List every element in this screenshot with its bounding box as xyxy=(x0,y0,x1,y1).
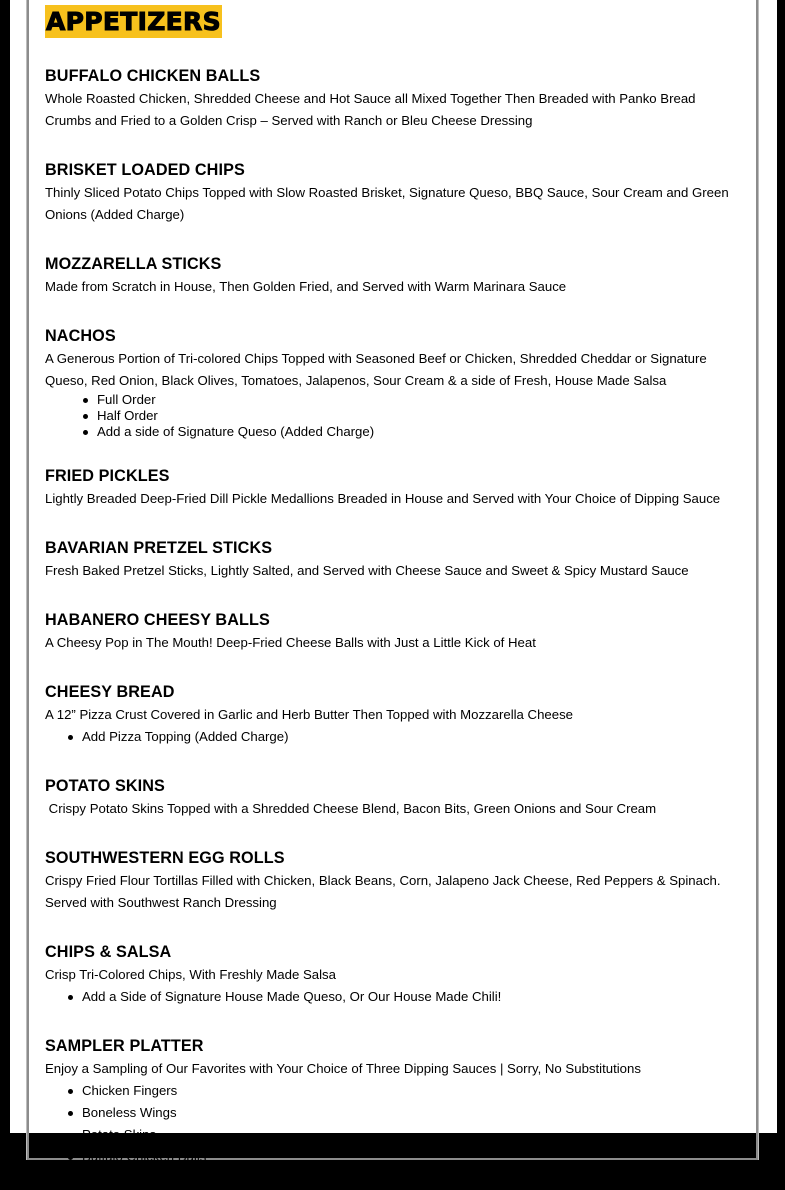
menu-item xyxy=(45,466,745,510)
option-item: Potato Skins xyxy=(45,1124,745,1146)
item-description: Thinly Sliced Potato Chips Topped with Slow Roasted Brisket, Signature Queso, BBQ Sauce, Sour Cream and Green Onions (Added Charge) xyxy=(45,185,729,222)
menu-content xyxy=(45,5,745,1190)
option-item: Full Order xyxy=(45,392,745,408)
option-item: Chicken Fingers xyxy=(45,1080,745,1102)
item-description: A Generous Portion of Tri-colored Chips Topped with Seasoned Beef or Chicken, Shredded Cheddar or Signature Queso, Red Onion, Black Olives, Tomatoes, Jalapenos, Sour Cream & a side of Fresh, House Made Salsa xyxy=(45,351,707,388)
menu-item xyxy=(45,682,745,748)
menu-page xyxy=(10,0,777,1186)
menu-item xyxy=(45,942,745,1008)
option-item: Southwestern Egg Rolls xyxy=(45,1168,745,1190)
item-options xyxy=(45,1080,745,1190)
item-description: Enjoy a Sampling of Our Favorites with Your Choice of Three Dipping Sauces | Sorry, No Substitutions xyxy=(45,1061,641,1076)
item-name: MOZZARELLA STICKS xyxy=(45,255,222,273)
section-title: APPETIZERS xyxy=(46,7,221,36)
item-name: CHIPS & SALSA xyxy=(45,943,172,961)
menu-item xyxy=(45,326,745,440)
option-item: Buffalo Chicken Balls xyxy=(45,1146,745,1168)
item-description: A Cheesy Pop in The Mouth! Deep-Fried Cheese Balls with Just a Little Kick of Heat xyxy=(45,635,536,650)
option-item: Half Order xyxy=(45,408,745,424)
option-item: Add a Side of Signature House Made Queso, Or Our House Made Chili! xyxy=(45,986,745,1008)
item-name: HABANERO CHEESY BALLS xyxy=(45,611,270,629)
item-description: A 12” Pizza Crust Covered in Garlic and Herb Butter Then Topped with Mozzarella Cheese xyxy=(45,707,574,722)
option-item: Boneless Wings xyxy=(45,1102,745,1124)
menu-item xyxy=(45,610,745,654)
item-name: BUFFALO CHICKEN BALLS xyxy=(45,67,261,85)
menu-item xyxy=(45,66,745,132)
item-name: POTATO SKINS xyxy=(45,777,165,795)
item-description: Crispy Fried Flour Tortillas Filled with Chicken, Black Beans, Corn, Jalapeno Jack Cheese, Red Peppers & Spinach. Served with Southwest Ranch Dressing xyxy=(45,873,721,910)
item-name: FRIED PICKLES xyxy=(45,467,170,485)
item-options xyxy=(45,392,745,440)
item-description: Lightly Breaded Deep-Fried Dill Pickle Medallions Breaded in House and Served with Your Choice of Dipping Sauce xyxy=(45,491,721,506)
menu-item xyxy=(45,776,745,820)
item-name: NACHOS xyxy=(45,327,116,345)
menu-item xyxy=(45,254,745,298)
item-description: Whole Roasted Chicken, Shredded Cheese and Hot Sauce all Mixed Together Then Breaded with Panko Bread Crumbs and Fried to a Golden Crisp – Served with Ranch or Bleu Cheese Dressing xyxy=(45,91,696,128)
menu-item xyxy=(45,160,745,226)
item-name: BRISKET LOADED CHIPS xyxy=(45,161,245,179)
item-name: SAMPLER PLATTER xyxy=(45,1037,204,1055)
option-item: Add a side of Signature Queso (Added Charge) xyxy=(45,424,745,440)
item-name: BAVARIAN PRETZEL STICKS xyxy=(45,539,273,557)
item-options xyxy=(45,986,745,1008)
item-options xyxy=(45,726,745,748)
menu-item xyxy=(45,848,745,914)
item-description: Made from Scratch in House, Then Golden Fried, and Served with Warm Marinara Sauce xyxy=(45,279,567,294)
item-description: Crispy Potato Skins Topped with a Shredded Cheese Blend, Bacon Bits, Green Onions and Sour Cream xyxy=(45,801,657,816)
menu-item xyxy=(45,538,745,582)
item-description: Crisp Tri-Colored Chips, With Freshly Made Salsa xyxy=(45,967,336,982)
item-description: Fresh Baked Pretzel Sticks, Lightly Salted, and Served with Cheese Sauce and Sweet & Spicy Mustard Sauce xyxy=(45,563,689,578)
menu-item xyxy=(45,1036,745,1190)
item-name: SOUTHWESTERN EGG ROLLS xyxy=(45,849,285,867)
option-item: Add Pizza Topping (Added Charge) xyxy=(45,726,745,748)
item-name: CHEESY BREAD xyxy=(45,683,175,701)
